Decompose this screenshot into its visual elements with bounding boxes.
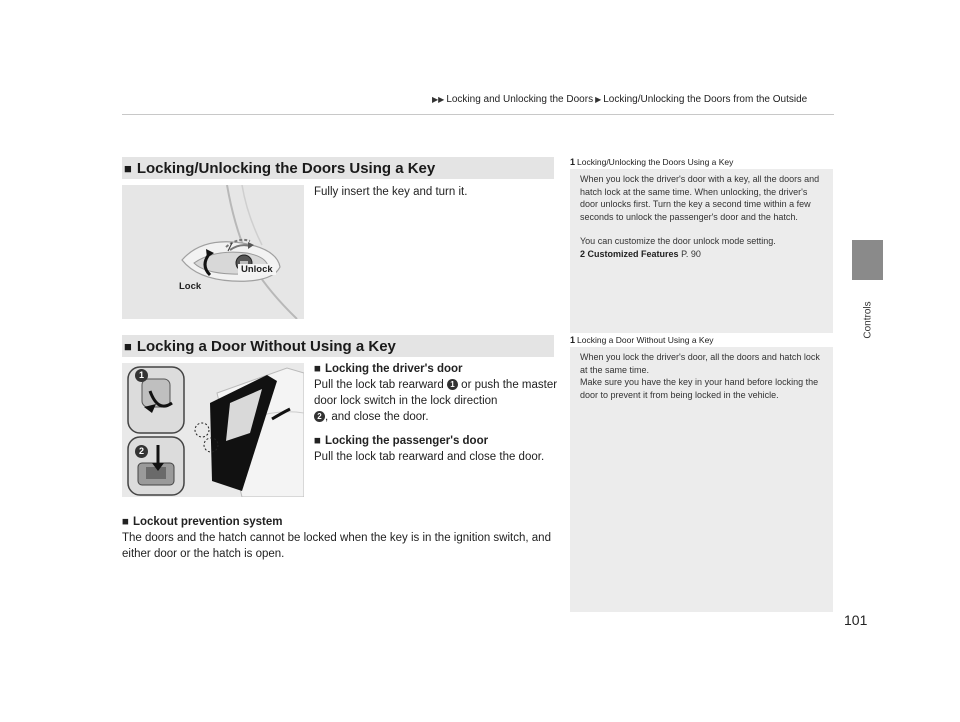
section-heading-without-key: [122, 335, 554, 357]
step-badge-2: 2: [314, 411, 325, 422]
drivers-door-block: [314, 361, 559, 425]
section-marker-icon: ■: [314, 435, 321, 447]
section-marker-icon: ■: [124, 160, 132, 176]
section-title: Locking/Unlocking the Doors Using a Key: [136, 159, 436, 177]
customized-features-link[interactable]: 2 Customized Features P. 90: [580, 248, 701, 259]
figure-badge-2: 2: [135, 445, 148, 458]
note2-body: [580, 351, 825, 401]
breadcrumb-arrow-icon: ▶: [595, 95, 602, 104]
passenger-door-block: [314, 433, 564, 465]
note1-heading: 1 Locking/Unlocking the Doors Using a Key: [570, 155, 833, 169]
key-lock-illustration: [122, 185, 304, 319]
figure-label-unlock: Unlock: [238, 264, 276, 275]
figure-badge-1: 1: [135, 369, 148, 382]
passenger-door-heading: ■ Locking the passenger's door: [314, 435, 489, 447]
breadcrumb: [430, 94, 807, 105]
breadcrumb-item-locking-unlocking[interactable]: Locking and Unlocking the Doors: [446, 94, 594, 105]
figure-label-lock: Lock: [179, 281, 202, 292]
section-title: Locking a Door Without Using a Key: [136, 337, 396, 355]
section1-instruction: Fully insert the key and turn it.: [314, 186, 468, 198]
note1-paragraph-2: You can customize the door unlock mode setting.: [580, 236, 776, 247]
note1-body: [580, 173, 825, 261]
door-lock-tab-illustration: [122, 363, 304, 497]
note1-paragraph-1: When you lock the driver's door with a key, all the doors and hatch lock at the same time. When unlocking, the driver's door unlocks first. Turn the key a second time within a few seconds to unlock the passenger's door and the hatch.: [580, 174, 820, 222]
reference-marker-icon: 1: [570, 157, 576, 167]
drivers-door-instruction: Pull the lock tab rearward 1 or push the master door lock switch in the lock direction 2 , and close the door.: [314, 379, 558, 423]
reference-marker-icon: 1: [570, 335, 576, 345]
lockout-block: [122, 514, 562, 562]
breadcrumb-arrow-icon: ▶▶: [432, 95, 445, 104]
header-divider: [122, 114, 834, 115]
door-open-drawing: [122, 363, 304, 497]
note2-paragraph-1: When you lock the driver's door, all the doors and hatch lock at the same time.: [580, 352, 820, 375]
breadcrumb-item-from-outside[interactable]: Locking/Unlocking the Doors from the Outside: [603, 94, 808, 105]
section-marker-icon: ■: [314, 363, 321, 375]
chapter-tab-marker: [852, 240, 883, 280]
section-marker-icon: ■: [122, 516, 129, 528]
lockout-heading: ■ Lockout prevention system: [122, 516, 283, 528]
step-badge-1: 1: [447, 379, 458, 390]
note2-paragraph-2: Make sure you have the key in your hand before locking the door to prevent it from being locked in the vehicle.: [580, 377, 819, 400]
page-number: 101: [844, 612, 868, 628]
link-arrow-icon: 2: [580, 248, 586, 259]
lockout-text: The doors and the hatch cannot be locked when the key is in the ignition switch, and either door or the hatch is open.: [122, 532, 551, 560]
note2-heading: 1 Locking a Door Without Using a Key: [570, 333, 833, 347]
passenger-door-instruction: Pull the lock tab rearward and close the door.: [314, 451, 545, 463]
door-handle-drawing: [122, 185, 304, 319]
chapter-tab-label[interactable]: Controls: [862, 301, 873, 339]
drivers-door-heading: ■ Locking the driver's door: [314, 363, 463, 375]
section-heading-using-key: [122, 157, 554, 179]
section-marker-icon: ■: [124, 338, 132, 354]
